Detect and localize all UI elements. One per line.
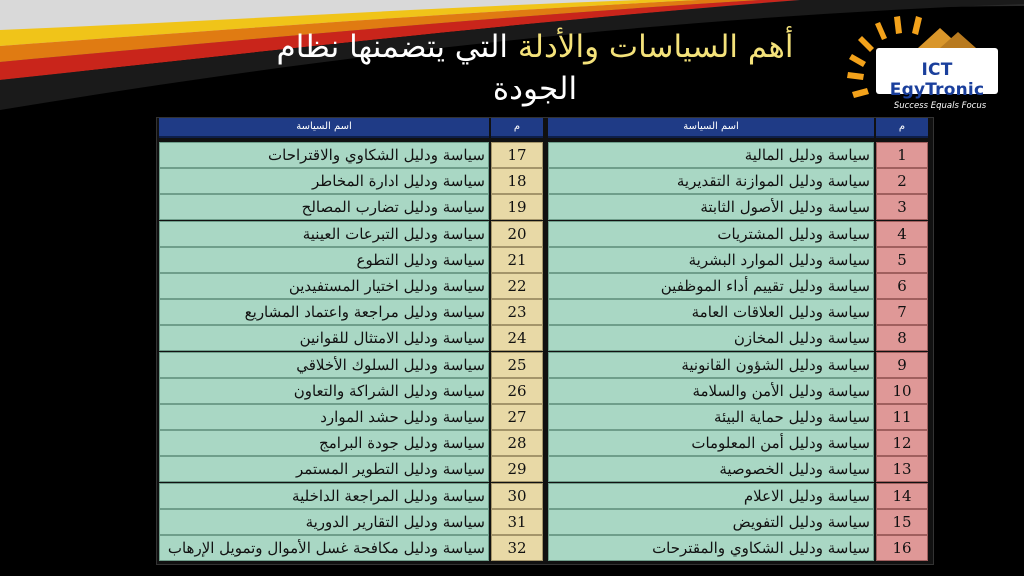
row-policy-name-right: سياسة ودليل المشتريات <box>548 221 874 247</box>
row-num-right: 2 <box>876 168 928 194</box>
row-num-right: 11 <box>876 404 928 430</box>
slide-title-highlight: أهم السياسات والأدلة <box>517 29 794 65</box>
row-num-right: 15 <box>876 509 928 535</box>
row-policy-name-right: سياسة ودليل الأصول الثابتة <box>548 194 874 220</box>
table-row <box>157 378 933 404</box>
table-row <box>157 247 933 273</box>
row-policy-name-left: سياسة ودليل المراجعة الداخلية <box>159 483 489 509</box>
table-row <box>157 404 933 430</box>
row-num-left: 19 <box>491 194 543 220</box>
table-row <box>157 430 933 456</box>
row-policy-name-left: سياسة ودليل حشد الموارد <box>159 404 489 430</box>
row-policy-name-left: سياسة ودليل التطوع <box>159 247 489 273</box>
row-num-right: 12 <box>876 430 928 456</box>
row-num-left: 30 <box>491 483 543 509</box>
row-policy-name-right: سياسة ودليل الموارد البشرية <box>548 247 874 273</box>
row-num-right: 4 <box>876 221 928 247</box>
row-policy-name-right: سياسة ودليل الموازنة التقديرية <box>548 168 874 194</box>
row-policy-name-left: سياسة ودليل الشكاوي والاقتراحات <box>159 142 489 168</box>
row-num-left: 22 <box>491 273 543 299</box>
table-row <box>157 352 933 378</box>
row-policy-name-right: سياسة ودليل تقييم أداء الموظفين <box>548 273 874 299</box>
row-policy-name-left: سياسة ودليل السلوك الأخلاقي <box>159 352 489 378</box>
row-num-left: 23 <box>491 299 543 325</box>
row-num-left: 29 <box>491 456 543 482</box>
row-num-right: 1 <box>876 142 928 168</box>
row-num-left: 21 <box>491 247 543 273</box>
slide-title-rest: التي يتضمنها نظام الجودة <box>276 29 578 107</box>
row-num-right: 6 <box>876 273 928 299</box>
row-policy-name-left: سياسة ودليل التطوير المستمر <box>159 456 489 482</box>
brand-name: ICT EgyTronic <box>889 60 985 100</box>
row-policy-name-right: سياسة ودليل المخازن <box>548 325 874 351</box>
row-policy-name-right: سياسة ودليل المالية <box>548 142 874 168</box>
row-policy-name-right: سياسة ودليل حماية البيئة <box>548 404 874 430</box>
row-policy-name-left: سياسة ودليل التبرعات العينية <box>159 221 489 247</box>
header-num-right: م <box>876 118 928 138</box>
row-policy-name-right: سياسة ودليل التفويض <box>548 509 874 535</box>
row-policy-name-left: سياسة ودليل تضارب المصالح <box>159 194 489 220</box>
row-policy-name-left: سياسة ودليل التقارير الدورية <box>159 509 489 535</box>
row-policy-name-left: سياسة ودليل مراجعة واعتماد المشاريع <box>159 299 489 325</box>
row-policy-name-right: سياسة ودليل أمن المعلومات <box>548 430 874 456</box>
row-policy-name-right: سياسة ودليل الخصوصية <box>548 456 874 482</box>
table-row <box>157 325 933 351</box>
brand-logo <box>876 48 998 100</box>
row-policy-name-right: سياسة ودليل الاعلام <box>548 483 874 509</box>
table-header-row <box>157 118 933 144</box>
row-num-right: 5 <box>876 247 928 273</box>
row-num-right: 16 <box>876 535 928 561</box>
row-policy-name-left: سياسة ودليل الشراكة والتعاون <box>159 378 489 404</box>
row-policy-name-left: سياسة ودليل جودة البرامج <box>159 430 489 456</box>
table-row <box>157 168 933 194</box>
row-num-right: 3 <box>876 194 928 220</box>
row-num-left: 27 <box>491 404 543 430</box>
table-row <box>157 142 933 168</box>
table-row <box>157 456 933 482</box>
policies-table <box>156 117 934 565</box>
row-policy-name-left: سياسة ودليل الامتثال للقوانين <box>159 325 489 351</box>
row-num-left: 25 <box>491 352 543 378</box>
table-row <box>157 483 933 509</box>
table-row <box>157 299 933 325</box>
row-num-left: 31 <box>491 509 543 535</box>
row-policy-name-left: سياسة ودليل ادارة المخاطر <box>159 168 489 194</box>
table-row <box>157 535 933 561</box>
table-row <box>157 273 933 299</box>
row-num-right: 8 <box>876 325 928 351</box>
row-num-right: 9 <box>876 352 928 378</box>
table-row <box>157 221 933 247</box>
table-row <box>157 509 933 535</box>
row-policy-name-right: سياسة ودليل العلاقات العامة <box>548 299 874 325</box>
row-num-right: 7 <box>876 299 928 325</box>
row-policy-name-right: سياسة ودليل الشؤون القانونية <box>548 352 874 378</box>
brand-tagline: Success Equals Focus <box>893 101 987 111</box>
row-num-left: 20 <box>491 221 543 247</box>
row-num-left: 26 <box>491 378 543 404</box>
row-num-right: 14 <box>876 483 928 509</box>
row-num-right: 10 <box>876 378 928 404</box>
row-policy-name-left: سياسة ودليل اختيار المستفيدين <box>159 273 489 299</box>
header-name-left: اسم السياسة <box>159 118 489 138</box>
header-num-left: م <box>491 118 543 138</box>
header-name-right: اسم السياسة <box>548 118 874 138</box>
row-num-left: 28 <box>491 430 543 456</box>
row-num-left: 24 <box>491 325 543 351</box>
row-num-left: 18 <box>491 168 543 194</box>
slide-title <box>240 26 830 110</box>
row-policy-name-left: سياسة ودليل مكافحة غسل الأموال وتمويل الإرهاب <box>159 535 489 561</box>
row-num-left: 17 <box>491 142 543 168</box>
row-policy-name-right: سياسة ودليل الشكاوي والمقترحات <box>548 535 874 561</box>
row-policy-name-right: سياسة ودليل الأمن والسلامة <box>548 378 874 404</box>
row-num-left: 32 <box>491 535 543 561</box>
table-row <box>157 194 933 220</box>
row-num-right: 13 <box>876 456 928 482</box>
